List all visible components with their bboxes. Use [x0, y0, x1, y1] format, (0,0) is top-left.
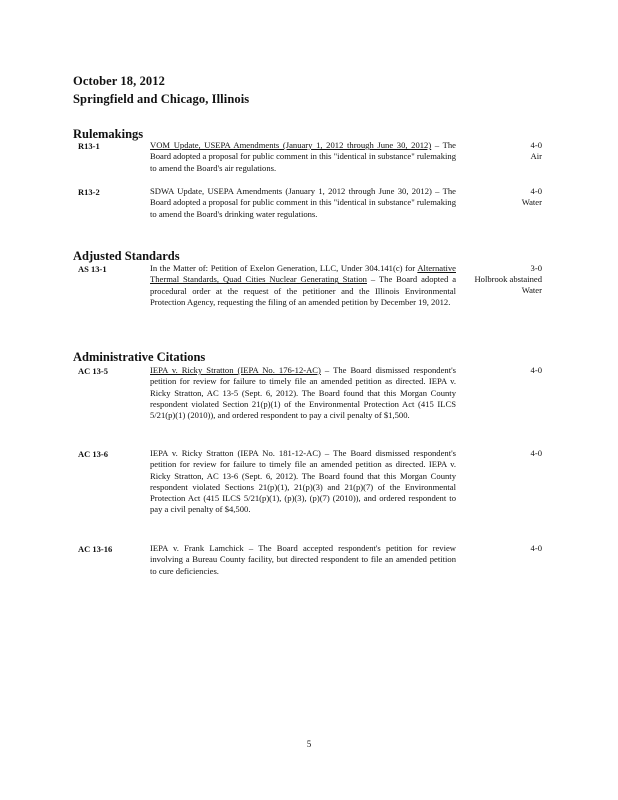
case-title: IEPA v. Ricky Stratton (IEPA No. 176-12-AC)	[150, 365, 321, 375]
case-body: – The Board dismissed respondent's petition for review for failure to timely file an amended petition as directed. IEPA v. Ricky Stratton, AC 13-5 (Sept. 6, 2012). The Board found that this Morgan County respondent violated Section 21(p)(1) of the Environmental Protection Act (415 ILCS 5/21(p)(1) (2010)), and ordered respondent to pay a civil penalty of $1,500.	[150, 365, 456, 421]
case-vote-note: Air	[530, 151, 542, 161]
section-title-adjusted-standards: Adjusted Standards	[73, 249, 180, 263]
case-vote-note: Water	[521, 197, 542, 207]
case-vote: 4-0	[530, 448, 542, 458]
case-vote-note: Holbrook abstained Water	[474, 274, 542, 296]
case-pre: In the Matter of: Petition of Exelon Generation, LLC, Under 304.141(c) for	[150, 263, 418, 273]
case-vote: 4-0	[530, 186, 542, 196]
case-description: SDWA Update, USEPA Amendments (January 1, 2012 through June 30, 2012) – The Board adopted a proposal for public comment in this "identical in substance" rulemaking to amend the Board's drinking water regulations.	[150, 186, 456, 219]
meeting-date: October 18, 2012	[73, 74, 165, 88]
case-vote: 3-0	[530, 263, 542, 273]
meeting-location: Springfield and Chicago, Illinois	[73, 92, 250, 106]
case-title: Alternative Thermal Standards, Quad Cities Nuclear Generating Station	[150, 263, 456, 285]
case-title: VOM Update, USEPA Amendments (January 1, 2012 through June 30, 2012)	[150, 140, 432, 150]
case-description: IEPA v. Frank Lamchick – The Board accepted respondent's petition for review involving a Bureau County facility, but directed respondent to file an amended petition to cure deficiencies.	[150, 543, 456, 576]
section-title-rulemakings: Rulemakings	[73, 127, 144, 141]
case-description	[150, 140, 456, 174]
case-description	[150, 365, 456, 421]
case-code: AC 13-5	[78, 366, 108, 376]
case-code: AC 13-16	[78, 544, 113, 554]
case-description: IEPA v. Ricky Stratton (IEPA No. 181-12-AC) – The Board dismissed respondent's petition for review for failure to timely file an amended petition as directed. IEPA v. Ricky Stratton, AC 13-6 (Sept. 6, 2012). The Board found that this Morgan County respondent violated Sections 21(p)(1), 21(p)(3) and 21(p)(7) of the Environmental Protection Act (415 ILCS 5/21(p)(1), (p)(3), (p)(7) (2010)), and ordered respondent to pay a civil penalty of $4,500.	[150, 448, 456, 515]
case-body: – The Board adopted a proposal for public comment in this "identical in substance" rulemaking to amend the Board's air regulations.	[150, 140, 456, 173]
case-vote: 4-0	[530, 140, 542, 150]
case-vote: 4-0	[530, 365, 542, 375]
case-code: R13-1	[78, 141, 100, 151]
case-code: AC 13-6	[78, 449, 108, 459]
case-code: AS 13-1	[78, 264, 107, 274]
page-number: 5	[306, 739, 312, 749]
case-vote: 4-0	[530, 543, 542, 553]
case-description	[150, 263, 456, 308]
case-body: – The Board adopted a procedural order at the request of the petitioner and the Illinois Environmental Protection Agency, requesting the filing of an amended petition by December 19, 2012.	[150, 274, 457, 307]
case-code: R13-2	[78, 187, 100, 197]
section-title-administrative-citations: Administrative Citations	[73, 350, 206, 364]
